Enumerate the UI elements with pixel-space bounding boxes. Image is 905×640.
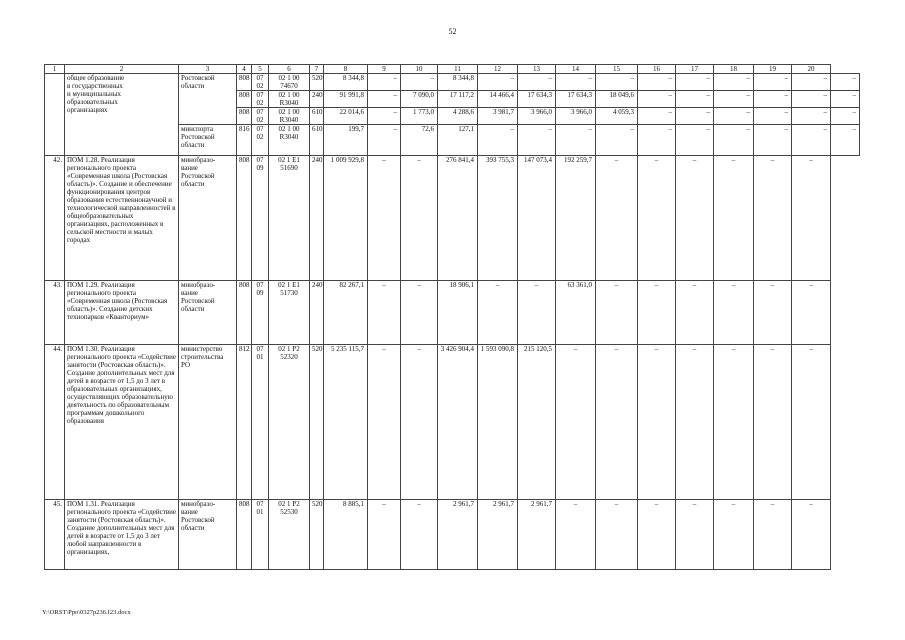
- table-cell: –: [638, 91, 676, 108]
- table-cell: –: [676, 91, 714, 108]
- row-number-cell: 44.: [45, 345, 65, 500]
- table-cell: –: [676, 281, 714, 345]
- table-cell: –: [714, 500, 754, 570]
- table-cell: –: [754, 500, 792, 570]
- table-cell: –: [368, 108, 401, 125]
- table-cell: –: [831, 74, 860, 91]
- table-cell: 02 1 E1 51690: [269, 156, 310, 281]
- executor: минспорта Ростовской области: [179, 125, 237, 156]
- row-number-cell: 43.: [45, 281, 65, 345]
- table-cell: 07 01: [252, 500, 269, 570]
- table-cell: –: [368, 156, 401, 281]
- header-cell: 6: [269, 65, 310, 74]
- header-cell: 17: [676, 65, 714, 74]
- page-number: 52: [448, 27, 457, 36]
- table-cell: 520: [310, 345, 324, 500]
- table-cell: –: [792, 74, 831, 91]
- table-cell: –: [401, 345, 438, 500]
- table-cell: 07 02: [252, 108, 269, 125]
- table-cell: 1 009 929,8: [324, 156, 368, 281]
- table-cell: –: [792, 91, 831, 108]
- table-cell: 520: [310, 74, 324, 91]
- header-cell: 12: [478, 65, 518, 74]
- executor: минобразо- вание Ростовской области: [179, 500, 237, 570]
- table-cell: –: [638, 500, 676, 570]
- table-row: [45, 500, 860, 570]
- table-row: [45, 74, 860, 91]
- header-cell: 15: [596, 65, 638, 74]
- table-cell: 02 1 00 R3040: [269, 91, 310, 108]
- table-cell: 808: [237, 108, 252, 125]
- table-cell: –: [518, 281, 556, 345]
- header-cell: 1: [45, 65, 65, 74]
- table-cell: 192 259,7: [556, 156, 596, 281]
- row-number-cell: [45, 74, 65, 156]
- table-cell: –: [714, 74, 754, 91]
- table-cell: –: [556, 500, 596, 570]
- table-cell: 72,6: [401, 125, 438, 156]
- table-cell: –: [638, 74, 676, 91]
- table-cell: –: [638, 156, 676, 281]
- table-cell: –: [714, 156, 754, 281]
- table-cell: –: [368, 74, 401, 91]
- table-cell: 07 09: [252, 281, 269, 345]
- header-cell: 4: [237, 65, 252, 74]
- table-cell: 02 1 00 R3040: [269, 108, 310, 125]
- table-cell: 4 059,3: [596, 108, 638, 125]
- header-cell: 10: [401, 65, 438, 74]
- row-number-cell: 42.: [45, 156, 65, 281]
- table-cell: 91 991,8: [324, 91, 368, 108]
- table-cell: –: [792, 156, 831, 281]
- header-cell: 2: [65, 65, 179, 74]
- table-cell: –: [754, 156, 792, 281]
- table-cell: –: [676, 74, 714, 91]
- table-cell: –: [596, 345, 638, 500]
- table-cell: –: [831, 91, 860, 108]
- budget-table: [44, 64, 860, 570]
- table-cell: –: [401, 156, 438, 281]
- table-cell: –: [714, 345, 754, 500]
- table-cell: –: [368, 345, 401, 500]
- table-cell: 82 267,1: [324, 281, 368, 345]
- table-cell: 14 466,4: [478, 91, 518, 108]
- table-cell: 63 361,0: [556, 281, 596, 345]
- table-cell: –: [401, 281, 438, 345]
- measure-name: ПОМ 1.30. Реализация регионального проекта «Содействие занятости (Ростовская область)». Создание дополнительных мест для детей в возрасте от 1,5 до 3 лет в образовательных организациях, осуществляющих образовательную деятельность по образовательным программам дошкольного образования: [65, 345, 179, 500]
- table-cell: 17 117,2: [438, 91, 478, 108]
- table-cell: 3 966,0: [518, 108, 556, 125]
- table-cell: –: [676, 345, 714, 500]
- table-cell: –: [596, 125, 638, 156]
- table-cell: 1 593 090,8: [478, 345, 518, 500]
- table-cell: 240: [310, 156, 324, 281]
- table-cell: –: [754, 91, 792, 108]
- table-cell: –: [401, 500, 438, 570]
- table-cell: 147 073,4: [518, 156, 556, 281]
- table-cell: 02 1 00 74670: [269, 74, 310, 91]
- table-cell: 808: [237, 91, 252, 108]
- header-cell: 8: [324, 65, 368, 74]
- table-cell: –: [792, 108, 831, 125]
- table-cell: –: [676, 125, 714, 156]
- table-cell: 199,7: [324, 125, 368, 156]
- table-cell: 808: [237, 156, 252, 281]
- table-cell: –: [638, 281, 676, 345]
- table-cell: –: [831, 108, 860, 125]
- table-cell: –: [754, 125, 792, 156]
- header-cell: 5: [252, 65, 269, 74]
- file-path-footer: Y:\ORST\Ppo\0327p236.f23.docx: [42, 609, 131, 616]
- header-cell: 3: [179, 65, 237, 74]
- table-cell: 816: [237, 125, 252, 156]
- table-cell: –: [754, 74, 792, 91]
- table-cell: 8 344,8: [438, 74, 478, 91]
- table-cell: –: [714, 281, 754, 345]
- measure-name: общее образование в государственных и муниципальных образовательных организациях: [65, 74, 179, 156]
- table-cell: 808: [237, 500, 252, 570]
- table-cell: –: [638, 345, 676, 500]
- table-cell: 610: [310, 108, 324, 125]
- table-cell: –: [596, 156, 638, 281]
- header-cell: 13: [518, 65, 556, 74]
- table-cell: 610: [310, 125, 324, 156]
- header-cell: 16: [638, 65, 676, 74]
- table-cell: –: [638, 125, 676, 156]
- table-cell: 7 090,0: [401, 91, 438, 108]
- table-cell: –: [368, 281, 401, 345]
- table-cell: 07 02: [252, 74, 269, 91]
- table-cell: 02 1 P2 52530: [269, 500, 310, 570]
- table-row: [45, 345, 860, 500]
- table-cell: –: [596, 500, 638, 570]
- table-cell: –: [478, 281, 518, 345]
- table-cell: –: [792, 125, 831, 156]
- table-row: [45, 281, 860, 345]
- table-cell: 808: [237, 74, 252, 91]
- executor: минобразо- вание Ростовской области: [179, 156, 237, 281]
- table-cell: –: [478, 125, 518, 156]
- table-cell: –: [556, 125, 596, 156]
- table-cell: –: [792, 345, 831, 500]
- executor: Ростовской области: [179, 74, 237, 125]
- table-cell: 3 426 904,4: [438, 345, 478, 500]
- table-cell: 17 634,3: [556, 91, 596, 108]
- table-body: [45, 65, 860, 570]
- table-cell: 8 885,1: [324, 500, 368, 570]
- header-cell: 11: [438, 65, 478, 74]
- table-row: [45, 156, 860, 281]
- table-cell: 07 02: [252, 125, 269, 156]
- header-cell: 9: [368, 65, 401, 74]
- table-cell: 18 049,6: [596, 91, 638, 108]
- table-cell: –: [714, 91, 754, 108]
- table-cell: 2 961,7: [518, 500, 556, 570]
- table-cell: –: [596, 74, 638, 91]
- table-cell: 8 344,8: [324, 74, 368, 91]
- measure-name: ПОМ 1.28. Реализация регионального проекта «Современная школа (Ростовская область)». Создание и обеспечение функционирования центров образования естественнонаучной и технологической направленностей в общеобразовательных организациях, расположенных в сельской местности и малых городах: [65, 156, 179, 281]
- header-cell: 19: [754, 65, 792, 74]
- table-cell: –: [676, 156, 714, 281]
- header-row: [45, 65, 860, 74]
- table-cell: 07 02: [252, 91, 269, 108]
- table-cell: –: [792, 500, 831, 570]
- table-cell: –: [368, 500, 401, 570]
- table-cell: 215 120,5: [518, 345, 556, 500]
- table-cell: –: [676, 108, 714, 125]
- table-cell: 07 01: [252, 345, 269, 500]
- header-cell: 7: [310, 65, 324, 74]
- table-cell: 2 961,7: [438, 500, 478, 570]
- measure-name: ПОМ 1.31. Реализация регионального проекта «Содействие занятости (Ростовская область)». Создание дополнительных мест для детей в возрасте от 1,5 до 3 лет любой направленности в организациях,: [65, 500, 179, 570]
- row-number-cell: 45.: [45, 500, 65, 570]
- header-cell: 18: [714, 65, 754, 74]
- table-cell: 812: [237, 345, 252, 500]
- table-cell: 808: [237, 281, 252, 345]
- table-cell: 17 634,3: [518, 91, 556, 108]
- table-cell: 2 961,7: [478, 500, 518, 570]
- table-cell: 18 906,1: [438, 281, 478, 345]
- table-cell: –: [676, 500, 714, 570]
- table-cell: –: [518, 125, 556, 156]
- table-cell: –: [556, 345, 596, 500]
- table-cell: –: [638, 108, 676, 125]
- table-cell: 02 1 E1 51730: [269, 281, 310, 345]
- table-cell: 07 09: [252, 156, 269, 281]
- table-cell: 02 1 P2 52320: [269, 345, 310, 500]
- table-cell: 3 966,0: [556, 108, 596, 125]
- table-cell: 1 773,0: [401, 108, 438, 125]
- table-cell: –: [368, 91, 401, 108]
- table-cell: 276 841,4: [438, 156, 478, 281]
- table-cell: –: [596, 281, 638, 345]
- table-cell: –: [368, 125, 401, 156]
- table-cell: 5 235 115,7: [324, 345, 368, 500]
- table-cell: 3 981,7: [478, 108, 518, 125]
- measure-name: ПОМ 1.29. Реализация регионального проекта «Современная школа (Ростовская область)». Создание детских технопарков «Кванториум»: [65, 281, 179, 345]
- table-cell: –: [831, 125, 860, 156]
- table-cell: 393 755,3: [478, 156, 518, 281]
- table-cell: –: [754, 281, 792, 345]
- table-cell: 240: [310, 91, 324, 108]
- table-cell: –: [754, 108, 792, 125]
- table-cell: 127,1: [438, 125, 478, 156]
- header-cell: 14: [556, 65, 596, 74]
- table-cell: –: [556, 74, 596, 91]
- table-cell: –: [754, 345, 792, 500]
- table-cell: 240: [310, 281, 324, 345]
- executor: министерство строительства РО: [179, 345, 237, 500]
- table-cell: –: [792, 281, 831, 345]
- executor: минобразо- вание Ростовской области: [179, 281, 237, 345]
- table-cell: –: [714, 125, 754, 156]
- table-cell: –: [478, 74, 518, 91]
- table-cell: 4 288,6: [438, 108, 478, 125]
- table-cell: –: [518, 74, 556, 91]
- table-cell: 02 1 00 R3040: [269, 125, 310, 156]
- table-cell: –: [401, 74, 438, 91]
- table-cell: 22 014,6: [324, 108, 368, 125]
- table-cell: –: [714, 108, 754, 125]
- table-cell: 520: [310, 500, 324, 570]
- header-cell: 20: [792, 65, 831, 74]
